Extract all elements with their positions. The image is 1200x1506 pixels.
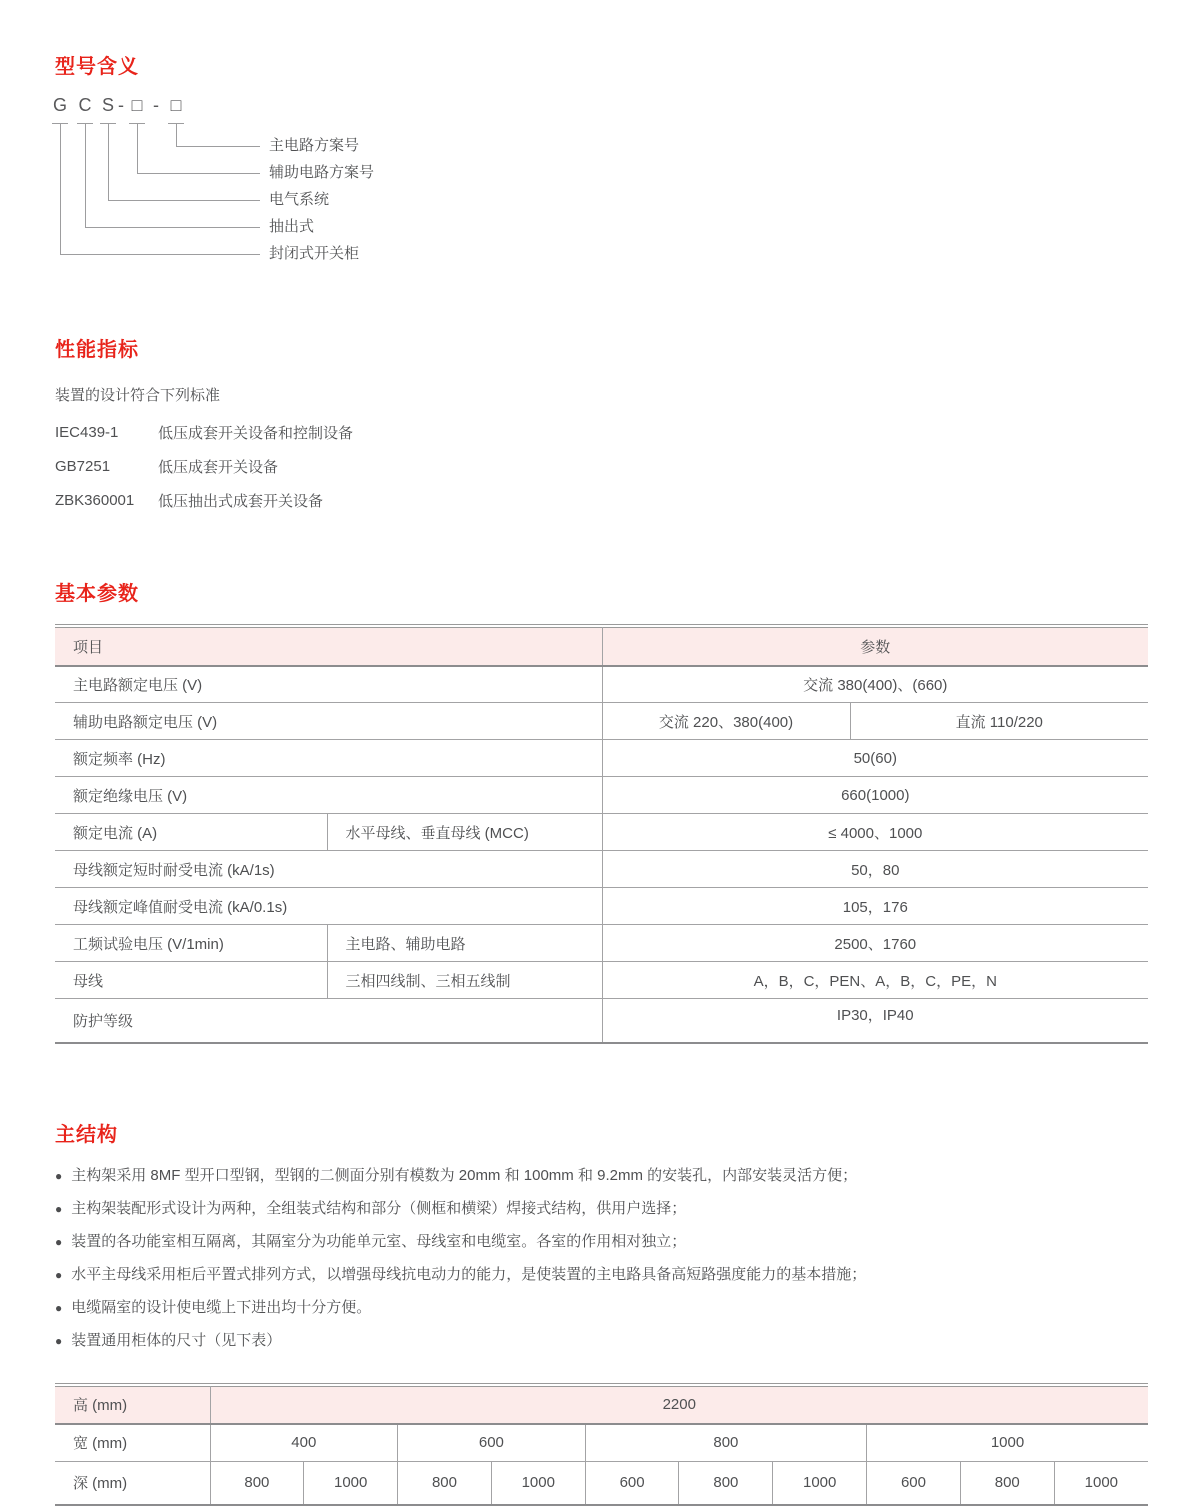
param-value-cell: 直流 110/220 — [850, 703, 1148, 740]
bullet-text: 水平主母线采用柜后平置式排列方式，以增强母线抗电动力的能力，是使装置的主电路具备高短路强度能力的基本措施； — [71, 1264, 866, 1286]
code-part-label: 主电路方案号 — [269, 136, 359, 156]
model-code-char: S — [102, 95, 114, 115]
model-code-diagram — [55, 95, 1148, 277]
standard-item — [55, 449, 1148, 483]
dimensions-table-wrap — [55, 1383, 1148, 1506]
code-part-label: 电气系统 — [269, 190, 329, 210]
dimensions-table — [55, 1386, 1148, 1506]
param-label-cell: 母线 — [55, 962, 327, 999]
bullet-icon: ● — [55, 1330, 62, 1352]
param-value-cell: 660(1000) — [602, 777, 1148, 814]
section-title-model-meaning: 型号含义 — [55, 0, 1148, 79]
diagram-connector-line — [137, 173, 260, 174]
list-item — [55, 1231, 1148, 1264]
header-param-cell: 参数 — [602, 628, 1148, 666]
standard-code: GB7251 — [55, 458, 158, 475]
model-code-placeholder-box: □ — [171, 95, 182, 115]
table-row — [55, 703, 1148, 740]
table-row — [55, 777, 1148, 814]
depth-value-cell: 1000 — [491, 1461, 585, 1505]
standard-description: 低压抽出式成套开关设备 — [158, 490, 323, 511]
table-row — [55, 999, 1148, 1043]
param-value-cell: 2500、1760 — [602, 925, 1148, 962]
param-label-cell: 辅助电路额定电压 (V) — [55, 703, 602, 740]
diagram-connector-line — [176, 123, 177, 146]
list-item — [55, 1264, 1148, 1297]
depth-value-cell: 1000 — [773, 1461, 867, 1505]
table-header-row — [55, 1386, 1148, 1424]
code-part-label: 辅助电路方案号 — [269, 163, 374, 183]
depth-value-cell: 800 — [679, 1461, 773, 1505]
standard-code: ZBK360001 — [55, 492, 158, 509]
list-item — [55, 1330, 1148, 1363]
depth-value-cell: 1000 — [1054, 1461, 1148, 1505]
table-row — [55, 925, 1148, 962]
table-row — [55, 814, 1148, 851]
model-code-hyphen: - — [153, 95, 159, 115]
bullet-text: 主构架装配形式设计为两种，全组装式结构和部分（侧框和横梁）焊接式结构，供用户选择； — [71, 1198, 686, 1220]
param-label-cell: 母线额定峰值耐受电流 (kA/0.1s) — [55, 888, 602, 925]
diagram-connector-line — [85, 123, 86, 227]
structure-bullet-list — [55, 1165, 1148, 1363]
width-value-cell: 600 — [398, 1424, 586, 1461]
section-title-basic-params: 基本参数 — [55, 517, 1148, 606]
bullet-text: 装置通用柜体的尺寸（见下表） — [71, 1330, 281, 1352]
param-label-cell: 额定频率 (Hz) — [55, 740, 602, 777]
diagram-connector-line — [176, 146, 260, 147]
param-label-cell: 额定绝缘电压 (V) — [55, 777, 602, 814]
table-row — [55, 740, 1148, 777]
bullet-text: 电缆隔室的设计使电缆上下进出均十分方便。 — [71, 1297, 371, 1319]
basic-params-table — [55, 627, 1148, 1044]
code-part-label: 封闭式开关柜 — [269, 244, 359, 264]
list-item — [55, 1165, 1148, 1198]
list-item — [55, 1297, 1148, 1330]
table-row — [55, 851, 1148, 888]
diagram-connector-line — [137, 123, 138, 173]
param-sublabel-cell: 主电路、辅助电路 — [327, 925, 602, 962]
table-row — [55, 666, 1148, 703]
param-value-cell: IP30，IP40 — [602, 999, 1148, 1043]
depth-value-cell: 600 — [585, 1461, 679, 1505]
param-value-cell: 50，80 — [602, 851, 1148, 888]
param-sublabel-cell: 三相四线制、三相五线制 — [327, 962, 602, 999]
section-title-performance: 性能指标 — [55, 277, 1148, 362]
width-value-cell: 1000 — [867, 1424, 1148, 1461]
diagram-connector-line — [108, 123, 109, 200]
diagram-connector-line — [60, 254, 260, 255]
bullet-icon: ● — [55, 1165, 62, 1187]
table-row — [55, 962, 1148, 999]
performance-intro: 装置的设计符合下列标准 — [55, 384, 1148, 405]
param-value-cell: 交流 380(400)、(660) — [602, 666, 1148, 703]
header-item-cell: 项目 — [55, 628, 602, 666]
param-value-cell: A，B，C，PEN、A，B，C，PE，N — [602, 962, 1148, 999]
bullet-icon: ● — [55, 1264, 62, 1286]
basic-params-table-wrap — [55, 624, 1148, 1044]
depth-value-cell: 600 — [867, 1461, 961, 1505]
standard-item — [55, 483, 1148, 517]
bullet-icon: ● — [55, 1231, 62, 1253]
param-label-cell: 主电路额定电压 (V) — [55, 666, 602, 703]
standards-list — [55, 415, 1148, 517]
bullet-text: 装置的各功能室相互隔离，其隔室分为功能单元室、母线室和电缆室。各室的作用相对独立； — [71, 1231, 686, 1253]
param-value-cell: 交流 220、380(400) — [602, 703, 850, 740]
section-title-main-structure: 主结构 — [55, 1044, 1148, 1147]
standard-description: 低压成套开关设备和控制设备 — [158, 422, 353, 443]
depth-value-cell: 1000 — [304, 1461, 398, 1505]
param-label-cell: 防护等级 — [55, 999, 602, 1043]
depth-value-cell: 800 — [210, 1461, 304, 1505]
model-code-hyphen: - — [118, 95, 124, 115]
depth-value-cell: 800 — [398, 1461, 492, 1505]
width-value-cell: 800 — [585, 1424, 866, 1461]
table-header-row — [55, 628, 1148, 666]
bullet-icon: ● — [55, 1198, 62, 1220]
standard-description: 低压成套开关设备 — [158, 456, 278, 477]
width-label-cell: 宽 (mm) — [55, 1424, 210, 1461]
model-code-char: C — [79, 95, 92, 115]
param-label-cell: 工频试验电压 (V/1min) — [55, 925, 327, 962]
depth-value-cell: 800 — [960, 1461, 1054, 1505]
list-item — [55, 1198, 1148, 1231]
height-label-cell: 高 (mm) — [55, 1386, 210, 1424]
diagram-connector-line — [60, 123, 61, 254]
bullet-text: 主构架采用 8MF 型开口型钢，型钢的二侧面分别有模数为 20mm 和 100mm 和 9.2mm 的安装孔，内部安装灵活方便； — [71, 1165, 857, 1187]
depth-label-cell: 深 (mm) — [55, 1461, 210, 1505]
bullet-icon: ● — [55, 1297, 62, 1319]
standard-code: IEC439-1 — [55, 424, 158, 441]
diagram-connector-line — [108, 200, 260, 201]
standard-item — [55, 415, 1148, 449]
table-row — [55, 1424, 1148, 1461]
code-part-label: 抽出式 — [269, 217, 314, 237]
param-value-cell: 50(60) — [602, 740, 1148, 777]
table-row — [55, 888, 1148, 925]
height-value-cell: 2200 — [210, 1386, 1148, 1424]
param-label-cell: 母线额定短时耐受电流 (kA/1s) — [55, 851, 602, 888]
param-label-cell: 额定电流 (A) — [55, 814, 327, 851]
param-value-cell: ≤ 4000、1000 — [602, 814, 1148, 851]
table-row — [55, 1461, 1148, 1505]
param-value-cell: 105，176 — [602, 888, 1148, 925]
width-value-cell: 400 — [210, 1424, 398, 1461]
diagram-connector-line — [85, 227, 260, 228]
model-code-char: G — [53, 95, 67, 115]
model-code-placeholder-box: □ — [132, 95, 143, 115]
param-sublabel-cell: 水平母线、垂直母线 (MCC) — [327, 814, 602, 851]
